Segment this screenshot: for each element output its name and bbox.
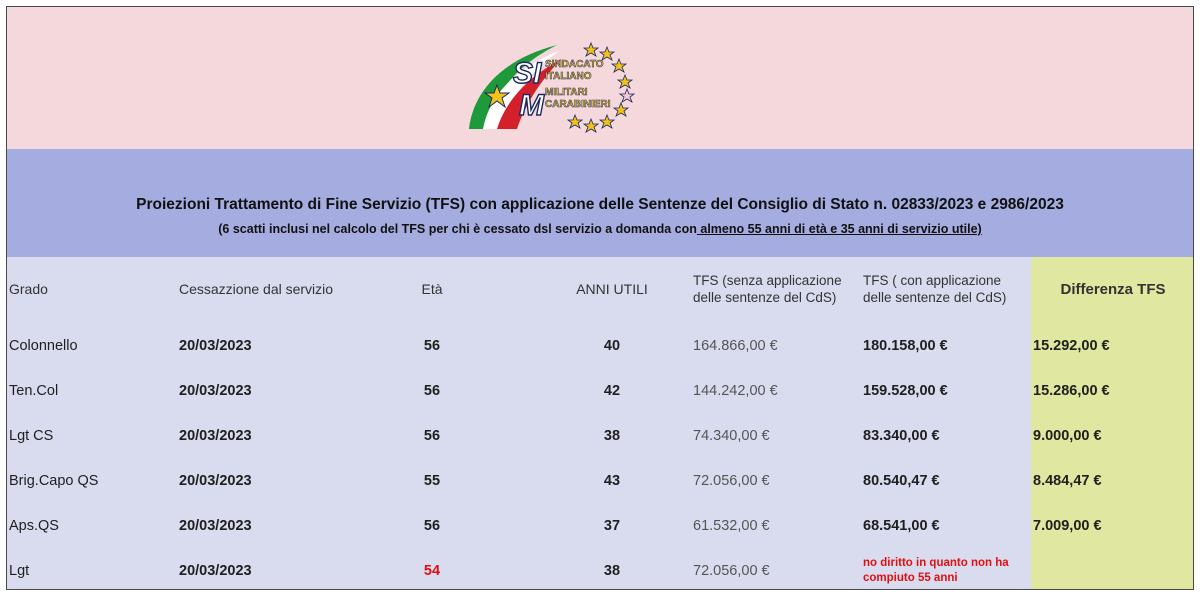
cell-tfs-con: 80.540,47 € bbox=[863, 472, 940, 489]
cell-tfs-senza: 72.056,00 € bbox=[693, 472, 770, 489]
table-row bbox=[7, 413, 1193, 458]
title-band bbox=[7, 149, 1193, 257]
header-tfs-senza: TFS (senza applicazione delle sentenze del CdS) bbox=[693, 273, 842, 305]
logo-mark-top: SI bbox=[513, 57, 542, 90]
cell-differenza: 8.484,47 € bbox=[1033, 472, 1102, 489]
cell-grado: Lgt bbox=[9, 562, 30, 579]
cell-grado: Lgt CS bbox=[9, 427, 54, 444]
cell-eta: 56 bbox=[423, 427, 441, 444]
header-anni-utili: ANNI UTILI bbox=[576, 281, 648, 298]
subtitle-underlined: almeno 55 anni di età e 35 anni di servizio utile) bbox=[696, 222, 982, 236]
cell-cessazione: 20/03/2023 bbox=[179, 517, 252, 534]
cell-cessazione: 20/03/2023 bbox=[179, 472, 252, 489]
tfs-table bbox=[7, 257, 1193, 590]
sim-carabinieri-logo bbox=[447, 37, 647, 137]
cell-cessazione: 20/03/2023 bbox=[179, 382, 252, 399]
cell-cessazione: 20/03/2023 bbox=[179, 562, 252, 579]
cell-tfs-senza: 74.340,00 € bbox=[693, 427, 770, 444]
cell-tfs-senza: 144.242,00 € bbox=[693, 382, 778, 399]
cell-cessazione: 20/03/2023 bbox=[179, 427, 252, 444]
logo-mark-bottom: M bbox=[519, 89, 544, 122]
cell-grado: Aps.QS bbox=[9, 517, 59, 534]
cell-anni-utili: 38 bbox=[603, 427, 621, 444]
cell-eta: 56 bbox=[423, 517, 441, 534]
cell-grado: Colonnello bbox=[9, 337, 78, 354]
logo-line-2: ITALIANO bbox=[545, 71, 592, 82]
cell-eta-warning: 54 bbox=[423, 562, 441, 579]
no-right-note: no diritto in quanto non ha compiuto 55 anni bbox=[863, 557, 1009, 584]
cell-grado: Ten.Col bbox=[9, 382, 59, 399]
cell-tfs-senza: 164.866,00 € bbox=[693, 337, 778, 354]
logo-band bbox=[7, 7, 1193, 149]
cell-tfs-con: 159.528,00 € bbox=[863, 382, 948, 399]
cell-eta: 56 bbox=[423, 382, 441, 399]
cell-differenza: 15.286,00 € bbox=[1033, 382, 1110, 399]
cell-cessazione: 20/03/2023 bbox=[179, 337, 252, 354]
logo-line-1: SINDACATO bbox=[545, 59, 604, 70]
header-grado: Grado bbox=[9, 281, 48, 298]
subtitle-prefix: (6 scatti inclusi nel calcolo del TFS per chi è cessato dsl servizio a domanda con bbox=[218, 222, 697, 236]
cell-grado: Brig.Capo QS bbox=[9, 472, 99, 489]
document-frame bbox=[6, 6, 1194, 590]
cell-differenza: 15.292,00 € bbox=[1033, 337, 1110, 354]
logo-line-4: CARABINIERI bbox=[545, 99, 611, 110]
cell-tfs-con: 83.340,00 € bbox=[863, 427, 940, 444]
table-row bbox=[7, 323, 1193, 368]
cell-tfs-senza: 61.532,00 € bbox=[693, 517, 770, 534]
logo-line-3: MILITARI bbox=[545, 87, 588, 98]
cell-tfs-con-note bbox=[863, 548, 1031, 590]
document-subtitle bbox=[7, 222, 1193, 236]
cell-differenza: 7.009,00 € bbox=[1033, 517, 1102, 534]
cell-anni-utili: 37 bbox=[603, 517, 621, 534]
cell-tfs-senza: 72.056,00 € bbox=[693, 562, 770, 579]
cell-anni-utili: 43 bbox=[603, 472, 621, 489]
cell-differenza bbox=[1033, 548, 1193, 590]
cell-anni-utili: 38 bbox=[603, 562, 621, 579]
header-cessazione: Cessazzione dal servizio bbox=[179, 281, 334, 298]
table-row bbox=[7, 368, 1193, 413]
table-header-row bbox=[7, 257, 1193, 323]
cell-anni-utili: 40 bbox=[603, 337, 621, 354]
header-eta: Età bbox=[421, 281, 443, 298]
cell-tfs-con: 68.541,00 € bbox=[863, 517, 940, 534]
cell-tfs-con: 180.158,00 € bbox=[863, 337, 948, 354]
table-row bbox=[7, 503, 1193, 548]
document-title: Proiezioni Trattamento di Fine Servizio (TFS) con applicazione delle Sentenze del Consiglio di Stato n. 02833/2023 e 2986/2023 bbox=[136, 196, 1064, 213]
header-differenza: Differenza TFS bbox=[1060, 280, 1166, 298]
table-row bbox=[7, 458, 1193, 503]
header-tfs-con: TFS ( con applicazione delle sentenze del CdS) bbox=[863, 273, 1007, 305]
cell-differenza: 9.000,00 € bbox=[1033, 427, 1102, 444]
cell-anni-utili: 42 bbox=[603, 382, 621, 399]
cell-eta: 55 bbox=[423, 472, 441, 489]
cell-eta: 56 bbox=[423, 337, 441, 354]
table-row bbox=[7, 548, 1193, 590]
